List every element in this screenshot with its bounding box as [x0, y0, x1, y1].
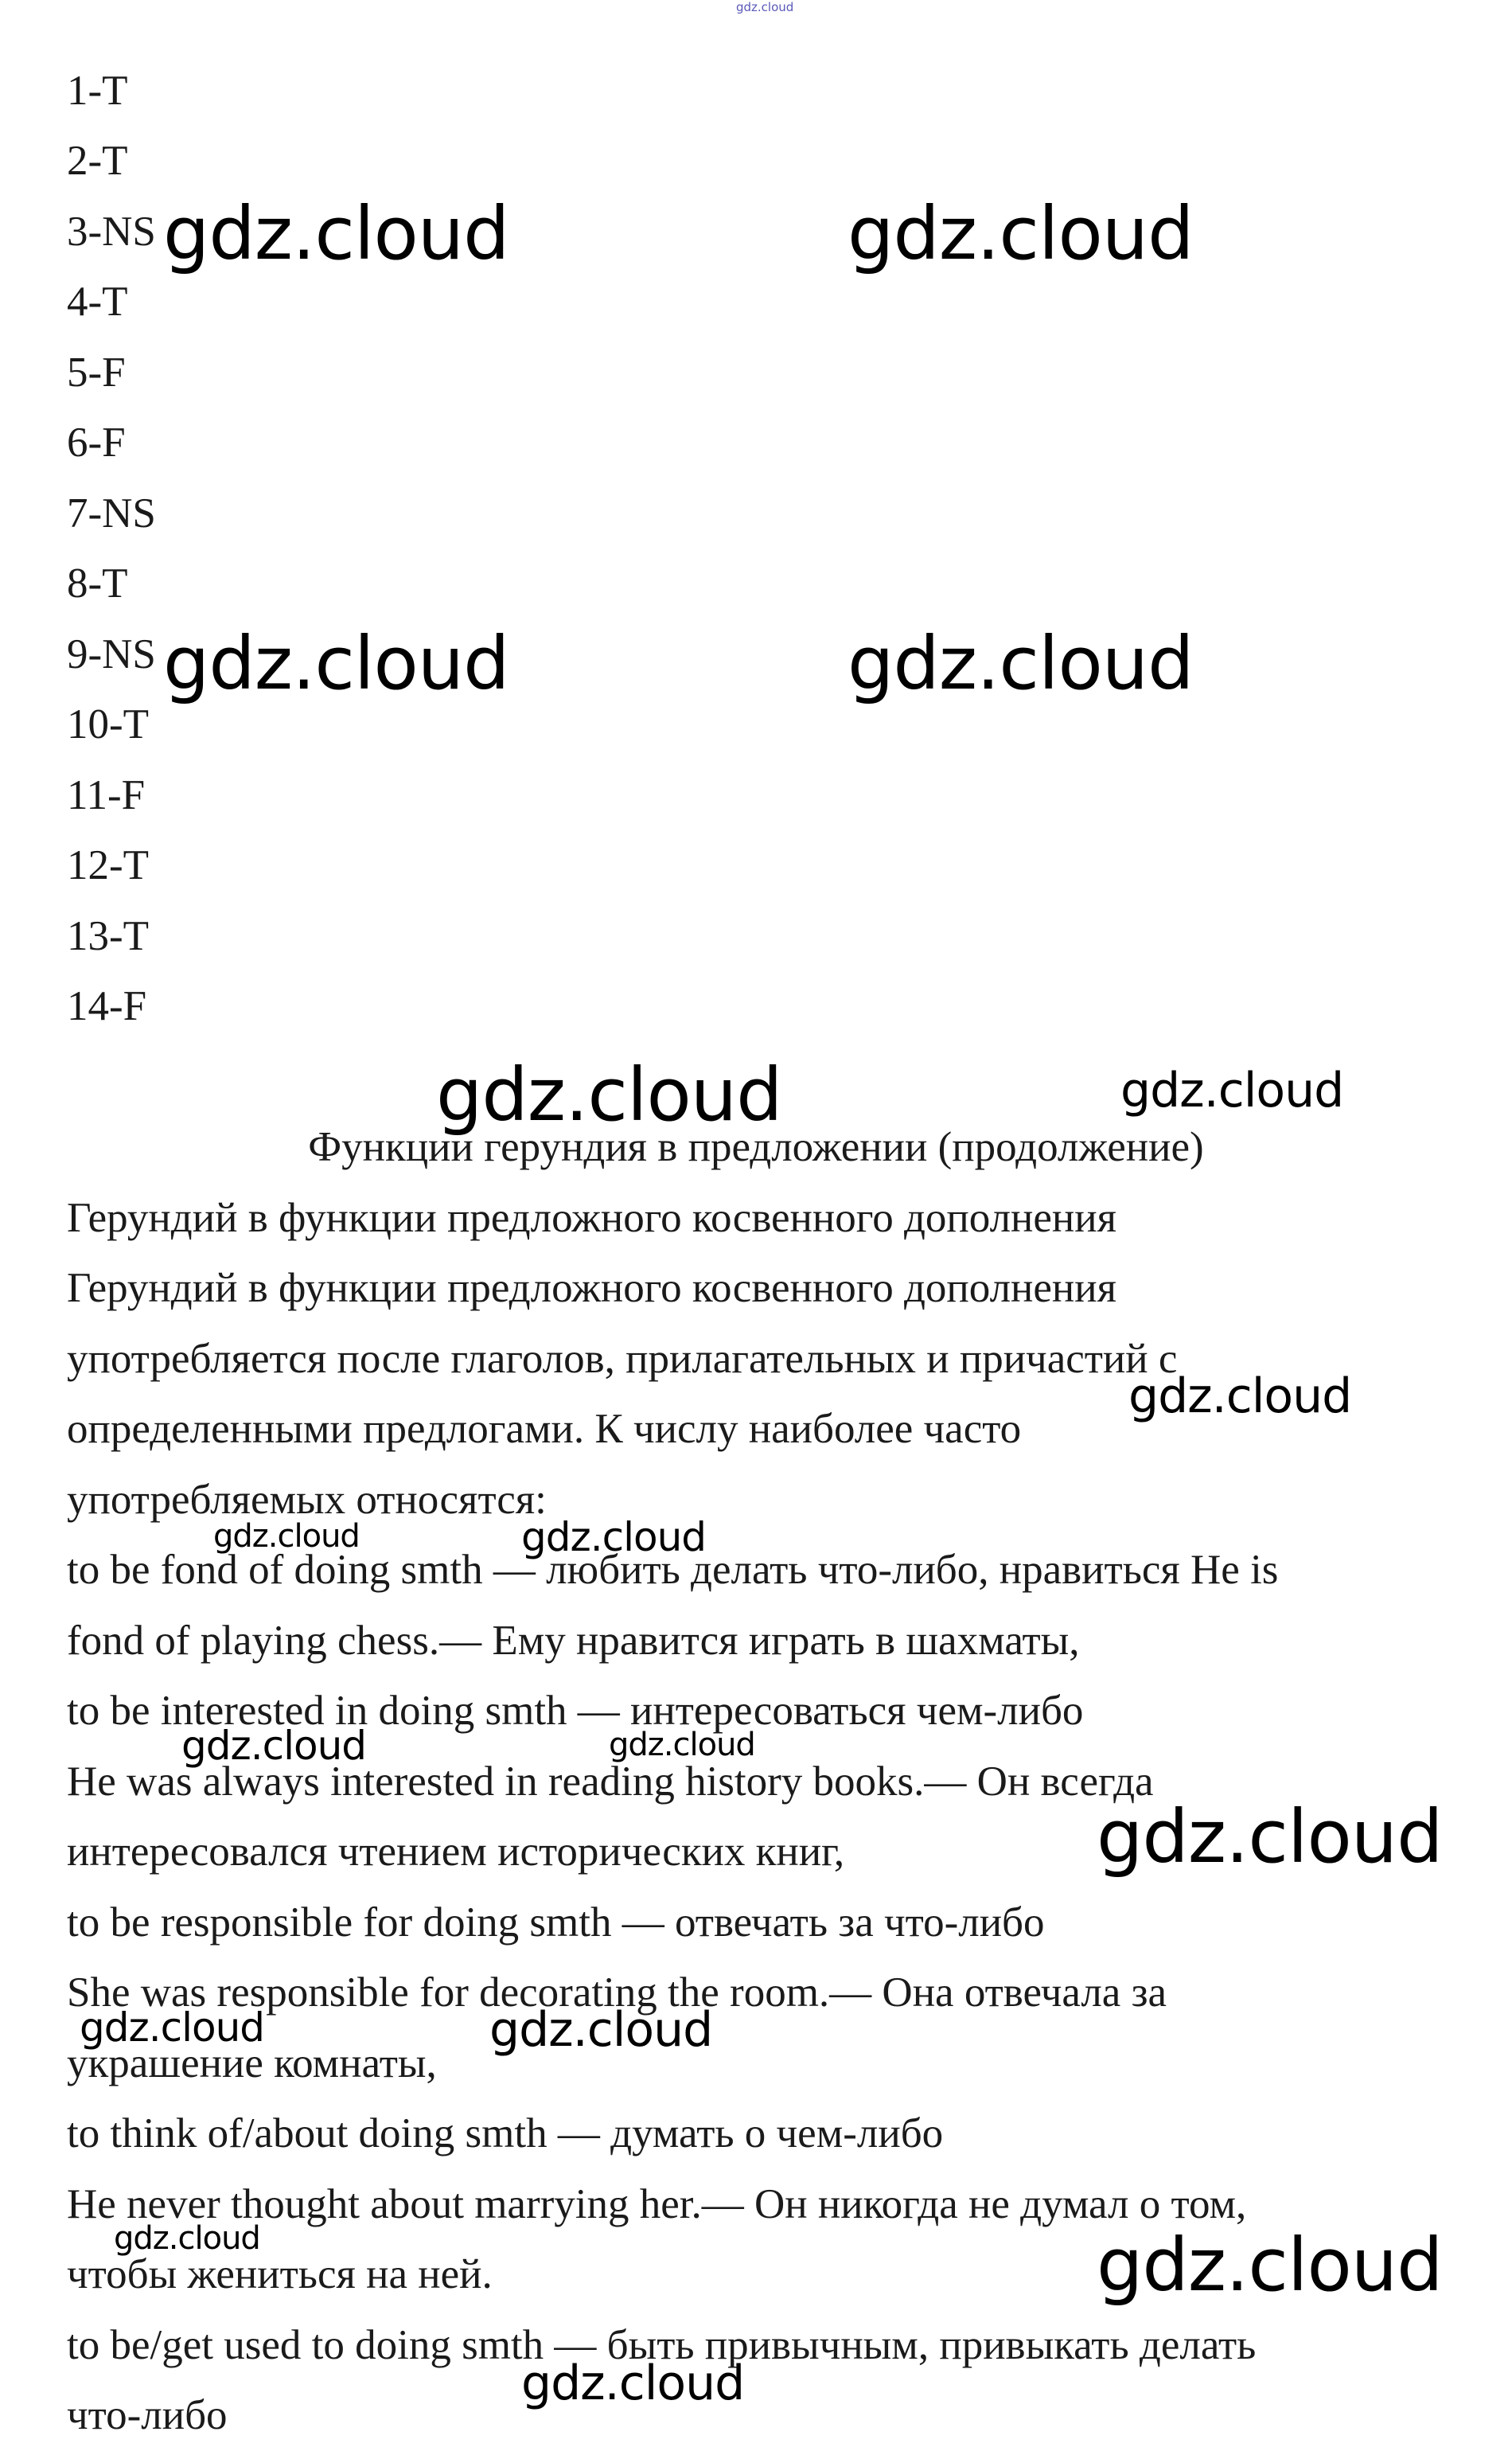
section-title: Функции герундия в предложении (продолжение)	[308, 1124, 1204, 1170]
text-line: украшение комнаты,	[67, 2040, 437, 2086]
text-line: to be fond of doing smth — любить делать что-либо, нравиться He is	[67, 1547, 1279, 1593]
text-line: Герундий в функции предложного косвенного дополнения	[67, 1265, 1117, 1311]
text-line: употребляется после глаголов, прилагательных и причастий с	[67, 1336, 1178, 1382]
answer-item: 13-T	[67, 913, 150, 959]
text-line: определенными предлогами. К числу наиболее часто	[67, 1406, 1022, 1452]
text-line: She was responsible for decorating the room.— Она отвечала за	[67, 1969, 1167, 2016]
watermark: gdz.cloud	[181, 1723, 367, 1769]
watermark: gdz.cloud	[489, 2002, 713, 2058]
text-line: to be/get used to doing smth — быть привычным, привыкать делать	[67, 2322, 1257, 2368]
text-line: Герундий в функции предложного косвенного дополнения	[67, 1195, 1117, 1241]
text-line: to be responsible for doing smth — отвечать за что-либо	[67, 1899, 1045, 1946]
watermark: gdz.cloud	[1097, 2223, 1443, 2308]
watermark: gdz.cloud	[848, 191, 1194, 276]
answer-item: 10-T	[67, 701, 150, 747]
watermark: gdz.cloud	[163, 191, 509, 276]
text-line: употребляемых относятся:	[67, 1477, 547, 1523]
text-line: fond of playing chess.— Ему нравится играть в шахматы,	[67, 1618, 1080, 1664]
answer-item: 2-T	[67, 138, 128, 184]
text-line: He was always interested in reading history books.— Он всегда	[67, 1758, 1154, 1805]
text-line: He never thought about marrying her.— Он никогда не думал о том,	[67, 2181, 1247, 2227]
text-line: интересовался чтением исторических книг,	[67, 1829, 845, 1875]
watermark: gdz.cloud	[609, 1727, 755, 1763]
answer-item: 3-NS	[67, 209, 156, 255]
watermark: gdz.cloud	[80, 2004, 265, 2051]
answer-item: 11-F	[67, 772, 146, 818]
watermark: gdz.cloud	[213, 1518, 360, 1555]
answer-item: 1-T	[67, 68, 128, 114]
text-line: to be interested in doing smth — интересоваться чем-либо	[67, 1688, 1084, 1734]
answer-item: 9-NS	[67, 631, 156, 677]
watermark: gdz.cloud	[1128, 1368, 1352, 1424]
watermark: gdz.cloud	[114, 2220, 260, 2257]
watermark: gdz.cloud	[1120, 1063, 1344, 1118]
answer-item: 12-T	[67, 842, 150, 888]
header-watermark: gdz.cloud	[736, 0, 794, 14]
text-line: что-либо	[67, 2392, 228, 2438]
answer-item: 6-F	[67, 420, 126, 466]
answer-item: 7-NS	[67, 490, 156, 537]
text-line: to think of/about doing smth — думать о чем-либо	[67, 2110, 944, 2156]
answer-item: 8-T	[67, 560, 128, 607]
watermark: gdz.cloud	[436, 1052, 782, 1138]
watermark: gdz.cloud	[163, 621, 509, 706]
watermark: gdz.cloud	[1097, 1794, 1443, 1879]
answer-item: 14-F	[67, 983, 147, 1029]
answer-item: 5-F	[67, 349, 126, 396]
watermark: gdz.cloud	[521, 2355, 745, 2411]
watermark: gdz.cloud	[848, 621, 1194, 706]
answer-item: 4-T	[67, 279, 128, 325]
watermark: gdz.cloud	[521, 1514, 707, 1560]
text-line: чтобы жениться на ней.	[67, 2251, 493, 2297]
